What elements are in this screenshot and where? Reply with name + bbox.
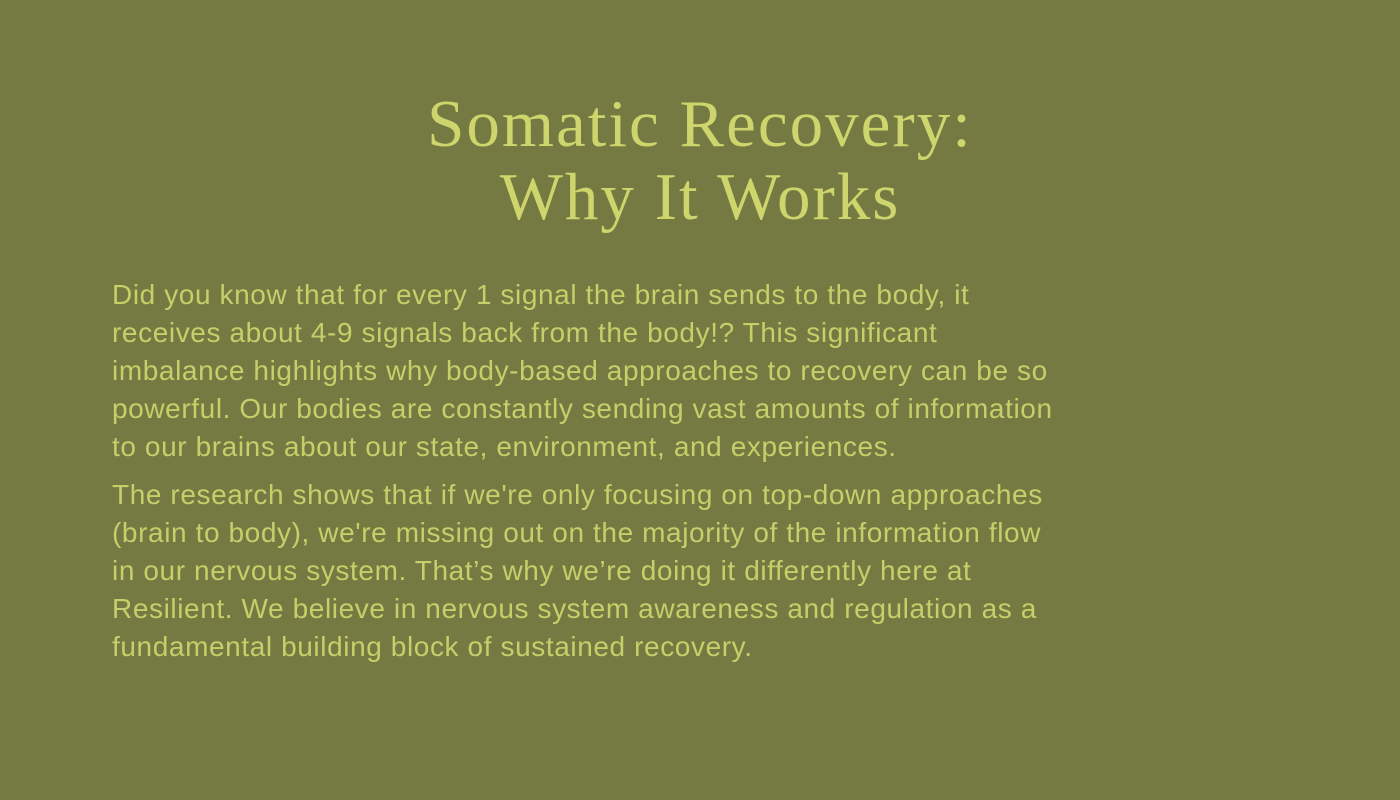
- text-line: receives about 4-9 signals back from the body!? This significant: [112, 317, 938, 348]
- text-line: Did you know that for every 1 signal the brain sends to the body, it: [112, 279, 970, 310]
- text-line: powerful. Our bodies are constantly sending vast amounts of information: [112, 393, 1053, 424]
- text-line: Resilient. We believe in nervous system awareness and regulation as a: [112, 593, 1037, 624]
- page-title-line-2: Why It Works: [499, 160, 901, 234]
- text-line: The research shows that if we're only focusing on top-down approaches: [112, 479, 1043, 510]
- text-line: in our nervous system. That’s why we’re doing it differently here at: [112, 555, 972, 586]
- text-line: to our brains about our state, environment, and experiences.: [112, 431, 897, 462]
- intro-paragraph: [112, 276, 1302, 466]
- text-line: (brain to body), we're missing out on the majority of the information flow: [112, 517, 1042, 548]
- text-line: imbalance highlights why body-based approaches to recovery can be so: [112, 355, 1048, 386]
- page-title: [0, 88, 1400, 234]
- text-line: fundamental building block of sustained recovery.: [112, 631, 753, 662]
- body-copy: [112, 276, 1302, 666]
- page-title-line-1: Somatic Recovery:: [427, 87, 973, 161]
- research-paragraph: [112, 476, 1302, 666]
